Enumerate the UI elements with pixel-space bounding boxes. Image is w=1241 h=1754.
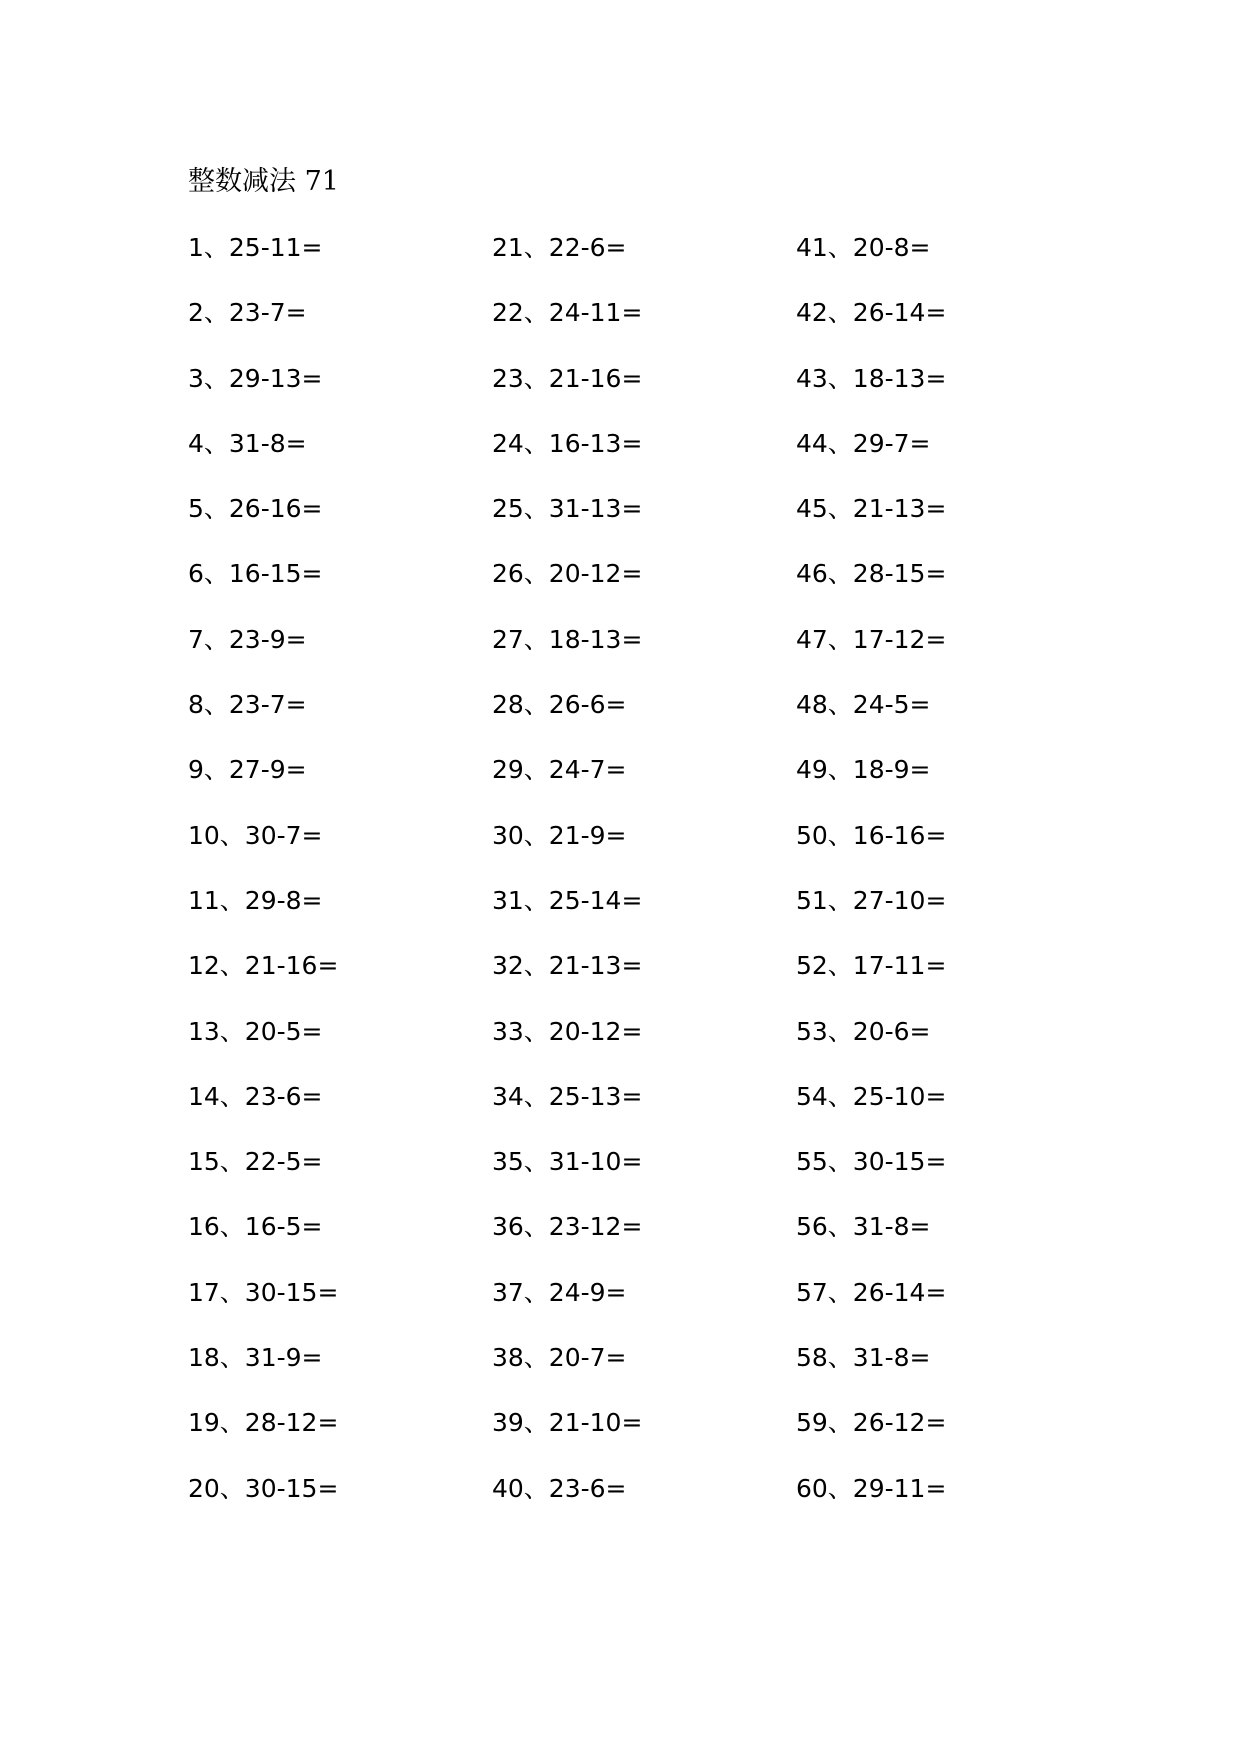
problem-item: 23、21-16= [492, 363, 643, 393]
problem-item: 2、23-7= [188, 298, 307, 328]
problem-item: 55、30-15= [796, 1147, 947, 1177]
problem-item: 12、21-16= [188, 951, 339, 981]
problem-item: 57、26-14= [796, 1277, 947, 1307]
problem-item: 29、24-7= [492, 755, 627, 785]
problem-item: 40、23-6= [492, 1473, 627, 1503]
problem-item: 34、25-13= [492, 1081, 643, 1111]
problem-item: 15、22-5= [188, 1147, 323, 1177]
problem-item: 48、24-5= [796, 690, 931, 720]
problem-item: 9、27-9= [188, 755, 307, 785]
problem-item: 22、24-11= [492, 298, 643, 328]
problem-item: 58、31-8= [796, 1343, 931, 1373]
problem-item: 47、17-12= [796, 624, 947, 654]
problem-item: 51、27-10= [796, 885, 947, 915]
problem-item: 3、29-13= [188, 363, 323, 393]
problem-item: 27、18-13= [492, 624, 643, 654]
problem-item: 43、18-13= [796, 363, 947, 393]
problem-item: 33、20-12= [492, 1016, 643, 1046]
problem-item: 45、21-13= [796, 494, 947, 524]
problem-item: 7、23-9= [188, 624, 307, 654]
problem-item: 32、21-13= [492, 951, 643, 981]
problem-item: 5、26-16= [188, 494, 323, 524]
problem-item: 56、31-8= [796, 1212, 931, 1242]
problem-item: 17、30-15= [188, 1277, 339, 1307]
problem-item: 19、28-12= [188, 1408, 339, 1438]
problem-item: 54、25-10= [796, 1081, 947, 1111]
problem-item: 44、29-7= [796, 428, 931, 458]
problem-item: 4、31-8= [188, 428, 307, 458]
problem-item: 60、29-11= [796, 1473, 947, 1503]
problem-item: 8、23-7= [188, 690, 307, 720]
problem-item: 30、21-9= [492, 820, 627, 850]
problem-item: 25、31-13= [492, 494, 643, 524]
problem-item: 38、20-7= [492, 1343, 627, 1373]
problem-item: 16、16-5= [188, 1212, 323, 1242]
problem-item: 1、25-11= [188, 233, 323, 262]
problem-item: 31、25-14= [492, 885, 643, 915]
problem-item: 49、18-9= [796, 755, 931, 785]
problem-item: 28、26-6= [492, 690, 627, 720]
problem-item: 10、30-7= [188, 820, 323, 850]
problem-item: 20、30-15= [188, 1473, 339, 1503]
problem-item: 39、21-10= [492, 1408, 643, 1438]
problem-item: 21、22-6= [492, 233, 627, 262]
problem-item: 41、20-8= [796, 233, 931, 262]
problem-item: 36、23-12= [492, 1212, 643, 1242]
problem-item: 50、16-16= [796, 820, 947, 850]
problem-item: 42、26-14= [796, 298, 947, 328]
problem-item: 46、28-15= [796, 559, 947, 589]
problem-item: 13、20-5= [188, 1016, 323, 1046]
problem-grid [188, 228, 1068, 1534]
problem-item: 18、31-9= [188, 1343, 323, 1373]
problem-item: 6、16-15= [188, 559, 323, 589]
problem-item: 11、29-8= [188, 885, 323, 915]
worksheet-title: 整数减法 71 [188, 166, 339, 197]
problem-item: 26、20-12= [492, 559, 643, 589]
problem-item: 24、16-13= [492, 428, 643, 458]
problem-item: 59、26-12= [796, 1408, 947, 1438]
problem-item: 35、31-10= [492, 1147, 643, 1177]
problem-item: 14、23-6= [188, 1081, 323, 1111]
problem-item: 52、17-11= [796, 951, 947, 981]
problem-item: 53、20-6= [796, 1016, 931, 1046]
problem-item: 37、24-9= [492, 1277, 627, 1307]
